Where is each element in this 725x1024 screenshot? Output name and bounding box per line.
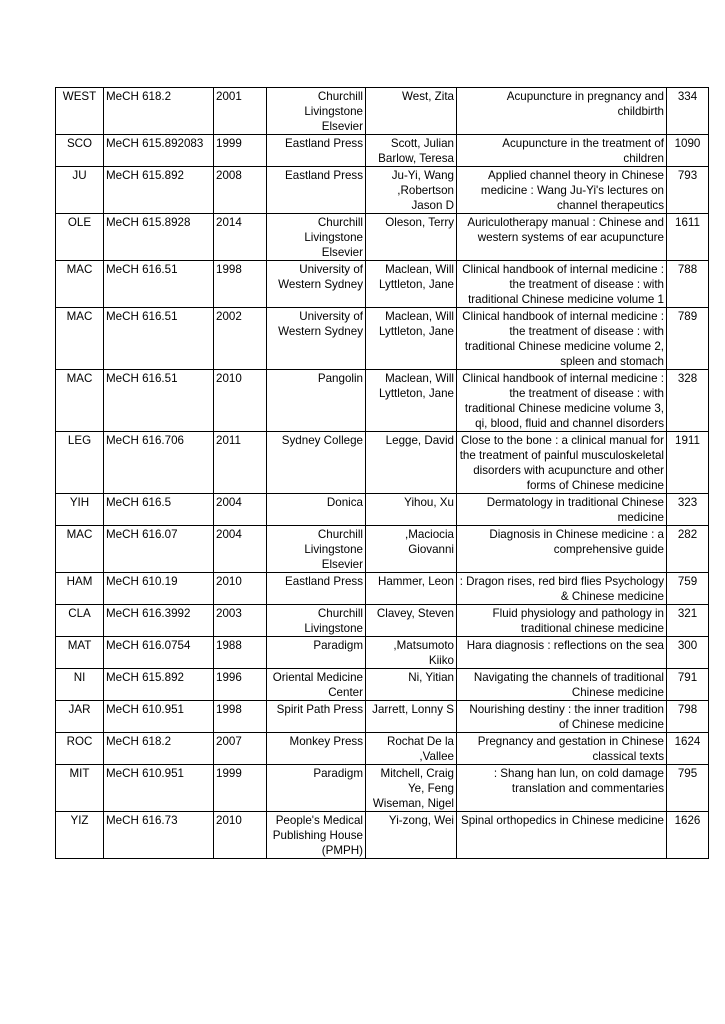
record-number: 321	[667, 605, 709, 637]
publication-year: 2004	[214, 526, 267, 573]
table-row	[56, 637, 709, 669]
publisher: Sydney College	[267, 432, 366, 494]
location-code: NI	[56, 669, 104, 701]
record-number: 334	[667, 88, 709, 135]
author: Yihou, Xu	[366, 494, 457, 526]
call-number: MeCH 616.51	[104, 261, 214, 308]
record-number: 795	[667, 765, 709, 812]
publisher: People's Medical Publishing House (PMPH)	[267, 812, 366, 859]
author: Yi-zong, Wei	[366, 812, 457, 859]
table-row	[56, 605, 709, 637]
book-title: Navigating the channels of traditional Chinese medicine	[457, 669, 667, 701]
author: Maclean, Will Lyttleton, Jane	[366, 370, 457, 432]
table-row	[56, 701, 709, 733]
record-number: 328	[667, 370, 709, 432]
author: Ni, Yitian	[366, 669, 457, 701]
table-row	[56, 308, 709, 370]
location-code: MAC	[56, 261, 104, 308]
table-row	[56, 214, 709, 261]
record-number: 798	[667, 701, 709, 733]
author: ,Maciocia Giovanni	[366, 526, 457, 573]
location-code: ROC	[56, 733, 104, 765]
call-number: MeCH 610.19	[104, 573, 214, 605]
book-title: Applied channel theory in Chinese medicine : Wang Ju-Yi's lectures on channel therapeutics	[457, 167, 667, 214]
table-row	[56, 494, 709, 526]
author: West, Zita	[366, 88, 457, 135]
book-title: Hara diagnosis : reflections on the sea	[457, 637, 667, 669]
table-row	[56, 765, 709, 812]
publisher: Churchill Livingstone Elsevier	[267, 88, 366, 135]
call-number: MeCH 616.706	[104, 432, 214, 494]
location-code: YIZ	[56, 812, 104, 859]
location-code: YIH	[56, 494, 104, 526]
record-number: 791	[667, 669, 709, 701]
location-code: JU	[56, 167, 104, 214]
book-title: Diagnosis in Chinese medicine : a comprehensive guide	[457, 526, 667, 573]
publisher: Eastland Press	[267, 135, 366, 167]
call-number: MeCH 616.51	[104, 370, 214, 432]
call-number: MeCH 616.51	[104, 308, 214, 370]
publisher: Paradigm	[267, 637, 366, 669]
publisher: Monkey Press	[267, 733, 366, 765]
author: Maclean, Will Lyttleton, Jane	[366, 261, 457, 308]
record-number: 1611	[667, 214, 709, 261]
table-row	[56, 432, 709, 494]
call-number: MeCH 616.07	[104, 526, 214, 573]
call-number: MeCH 615.892083	[104, 135, 214, 167]
table-row	[56, 573, 709, 605]
location-code: SCO	[56, 135, 104, 167]
book-title: Acupuncture in pregnancy and childbirth	[457, 88, 667, 135]
author: Hammer, Leon	[366, 573, 457, 605]
book-title: Auriculotherapy manual : Chinese and western systems of ear acupuncture	[457, 214, 667, 261]
publication-year: 1998	[214, 261, 267, 308]
publication-year: 2007	[214, 733, 267, 765]
location-code: MAC	[56, 308, 104, 370]
publisher: Eastland Press	[267, 573, 366, 605]
author: ,Matsumoto Kiiko	[366, 637, 457, 669]
publication-year: 1999	[214, 765, 267, 812]
record-number: 1626	[667, 812, 709, 859]
book-title: Clinical handbook of internal medicine : the treatment of disease : with traditional Chinese medicine volume 2, spleen and stomach	[457, 308, 667, 370]
author: Maclean, Will Lyttleton, Jane	[366, 308, 457, 370]
table-row	[56, 526, 709, 573]
call-number: MeCH 618.2	[104, 88, 214, 135]
table-row	[56, 733, 709, 765]
call-number: MeCH 616.0754	[104, 637, 214, 669]
publisher: Churchill Livingstone Elsevier	[267, 526, 366, 573]
publisher: Donica	[267, 494, 366, 526]
table-row	[56, 669, 709, 701]
publisher: Eastland Press	[267, 167, 366, 214]
book-title: Clinical handbook of internal medicine : the treatment of disease : with traditional Chinese medicine volume 3, qi, blood, fluid and channel disorders	[457, 370, 667, 432]
record-number: 789	[667, 308, 709, 370]
publication-year: 1998	[214, 701, 267, 733]
record-number: 759	[667, 573, 709, 605]
table-row	[56, 167, 709, 214]
call-number: MeCH 610.951	[104, 701, 214, 733]
record-number: 300	[667, 637, 709, 669]
publication-year: 2011	[214, 432, 267, 494]
author: Jarrett, Lonny S	[366, 701, 457, 733]
publication-year: 2010	[214, 812, 267, 859]
publisher: University of Western Sydney	[267, 308, 366, 370]
book-title: Spinal orthopedics in Chinese medicine	[457, 812, 667, 859]
book-title: Nourishing destiny : the inner tradition of Chinese medicine	[457, 701, 667, 733]
publisher: Paradigm	[267, 765, 366, 812]
table-row	[56, 370, 709, 432]
call-number: MeCH 618.2	[104, 733, 214, 765]
author: Mitchell, Craig Ye, Feng Wiseman, Nigel	[366, 765, 457, 812]
location-code: CLA	[56, 605, 104, 637]
publisher: University of Western Sydney	[267, 261, 366, 308]
publication-year: 1988	[214, 637, 267, 669]
location-code: MAC	[56, 370, 104, 432]
call-number: MeCH 616.73	[104, 812, 214, 859]
location-code: HAM	[56, 573, 104, 605]
publication-year: 2010	[214, 370, 267, 432]
book-title: : Dragon rises, red bird flies Psychology & Chinese medicine	[457, 573, 667, 605]
location-code: JAR	[56, 701, 104, 733]
book-title: Close to the bone : a clinical manual for the treatment of painful musculoskeletal disorders with acupuncture and other forms of Chinese medicine	[457, 432, 667, 494]
book-catalog-table	[55, 87, 709, 859]
location-code: WEST	[56, 88, 104, 135]
table-row	[56, 261, 709, 308]
publisher: Spirit Path Press	[267, 701, 366, 733]
author: Scott, Julian Barlow, Teresa	[366, 135, 457, 167]
book-title: Clinical handbook of internal medicine : the treatment of disease : with traditional Chinese medicine volume 1	[457, 261, 667, 308]
book-title: Acupuncture in the treatment of children	[457, 135, 667, 167]
publication-year: 1999	[214, 135, 267, 167]
publication-year: 1996	[214, 669, 267, 701]
author: Clavey, Steven	[366, 605, 457, 637]
record-number: 1911	[667, 432, 709, 494]
location-code: OLE	[56, 214, 104, 261]
author: Legge, David	[366, 432, 457, 494]
record-number: 282	[667, 526, 709, 573]
publication-year: 2010	[214, 573, 267, 605]
author: Rochat De la ,Vallee	[366, 733, 457, 765]
publication-year: 2001	[214, 88, 267, 135]
call-number: MeCH 615.892	[104, 669, 214, 701]
book-title: Fluid physiology and pathology in traditional chinese medicine	[457, 605, 667, 637]
publisher: Pangolin	[267, 370, 366, 432]
record-number: 793	[667, 167, 709, 214]
publisher: Oriental Medicine Center	[267, 669, 366, 701]
publication-year: 2003	[214, 605, 267, 637]
book-title: Dermatology in traditional Chinese medicine	[457, 494, 667, 526]
record-number: 1090	[667, 135, 709, 167]
call-number: MeCH 610.951	[104, 765, 214, 812]
call-number: MeCH 616.5	[104, 494, 214, 526]
record-number: 323	[667, 494, 709, 526]
table-row	[56, 135, 709, 167]
catalog-table-body	[56, 88, 709, 859]
record-number: 1624	[667, 733, 709, 765]
call-number: MeCH 615.8928	[104, 214, 214, 261]
location-code: MAT	[56, 637, 104, 669]
book-title: : Shang han lun, on cold damage translation and commentaries	[457, 765, 667, 812]
author: Oleson, Terry	[366, 214, 457, 261]
location-code: MAC	[56, 526, 104, 573]
publication-year: 2004	[214, 494, 267, 526]
table-row	[56, 812, 709, 859]
publication-year: 2014	[214, 214, 267, 261]
location-code: LEG	[56, 432, 104, 494]
publication-year: 2008	[214, 167, 267, 214]
publication-year: 2002	[214, 308, 267, 370]
location-code: MIT	[56, 765, 104, 812]
publisher: Churchill Livingstone	[267, 605, 366, 637]
record-number: 788	[667, 261, 709, 308]
table-row	[56, 88, 709, 135]
publisher: Churchill Livingstone Elsevier	[267, 214, 366, 261]
book-title: Pregnancy and gestation in Chinese classical texts	[457, 733, 667, 765]
author: Ju-Yi, Wang ,Robertson Jason D	[366, 167, 457, 214]
call-number: MeCH 616.3992	[104, 605, 214, 637]
call-number: MeCH 615.892	[104, 167, 214, 214]
